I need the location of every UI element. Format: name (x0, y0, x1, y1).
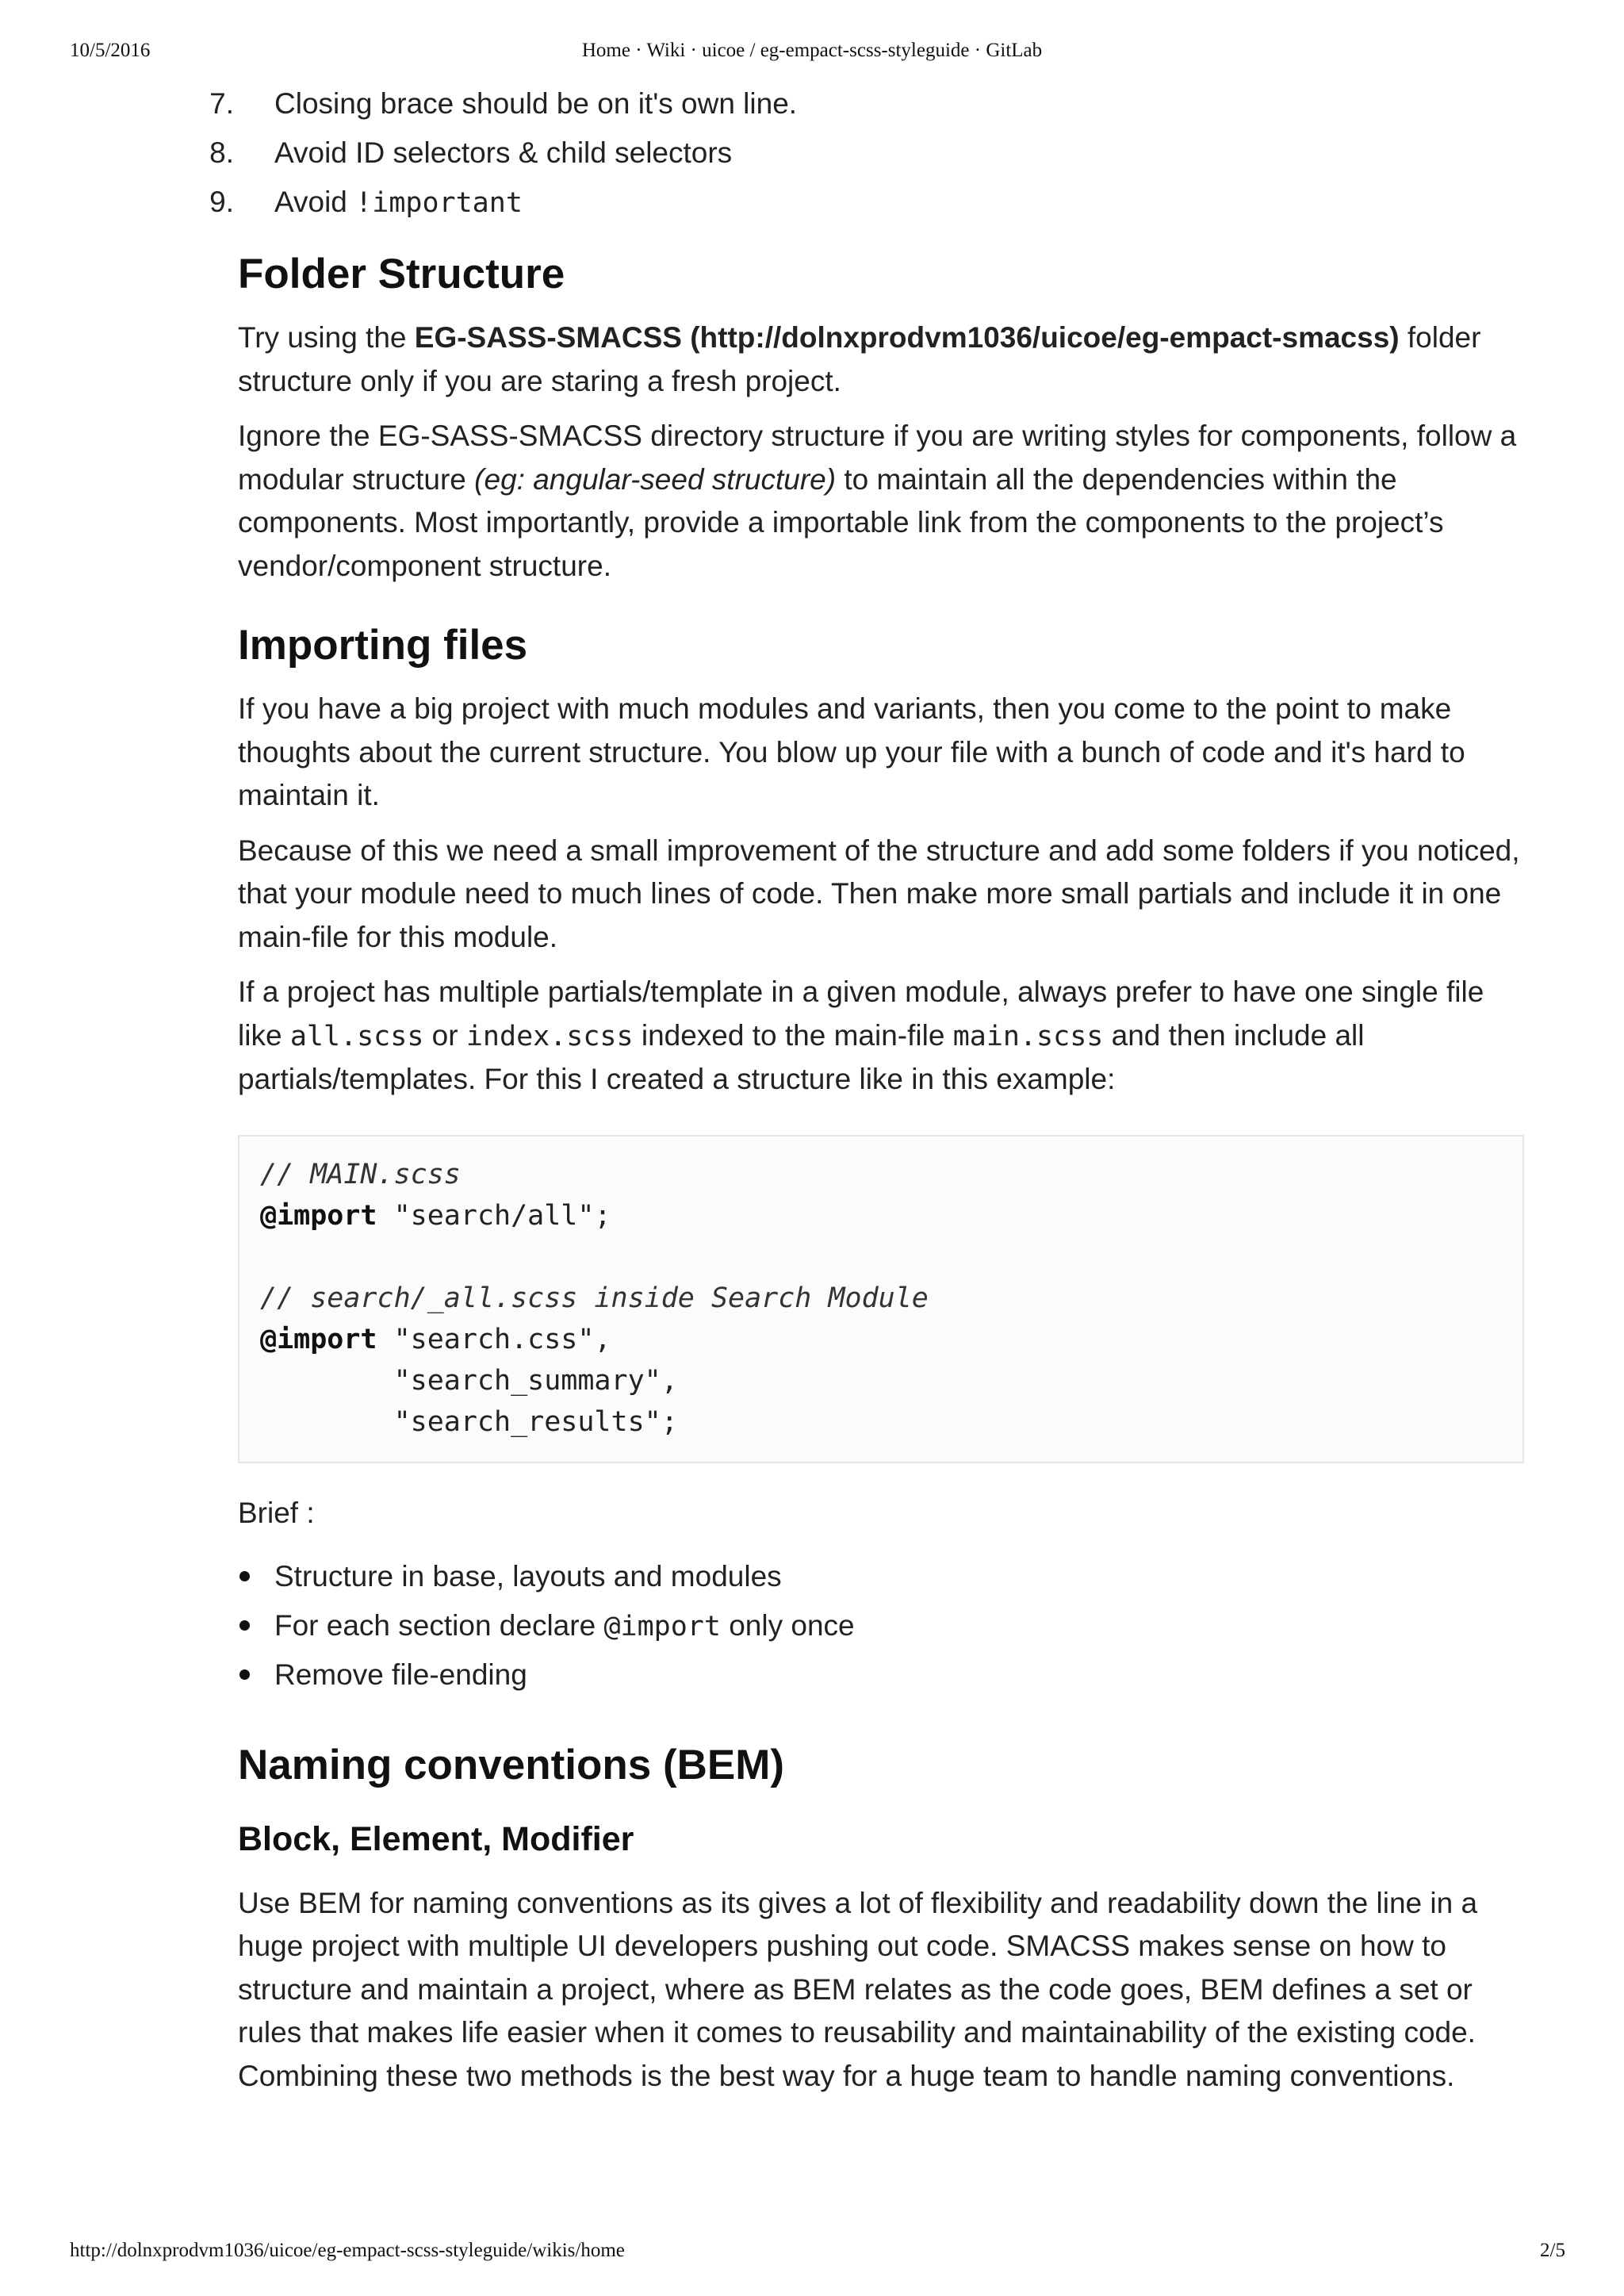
naming-conventions-section (238, 1738, 1522, 2099)
inline-code: all.scss (289, 1020, 424, 1052)
list-item (238, 1552, 1522, 1601)
list-text: Structure in base, layouts and modules (274, 1559, 782, 1593)
bullet-icon (239, 1669, 250, 1680)
list-item (238, 1601, 1522, 1650)
rules-list (209, 79, 1522, 227)
list-item (209, 128, 1522, 178)
code-comment: // MAIN.scss (260, 1158, 461, 1190)
text-run: or (423, 1018, 466, 1052)
italic-note: (eg: angular-seed structure) (474, 462, 837, 496)
list-text (238, 178, 523, 228)
list-item (238, 1650, 1522, 1700)
paragraph: Because of this we need a small improvement of the structure and add some folders if you noticed, that your module need to much lines of code. Then make more small partials and include it in one main-file for this module. (238, 834, 1520, 953)
bullet-icon (239, 1571, 250, 1581)
text-run: If a project has multiple partials/template in a given module, always prefer to have one single file like (238, 976, 1484, 1052)
code-text: "search.css", (377, 1323, 611, 1355)
code-block (238, 1135, 1524, 1463)
list-number: 8. (209, 136, 234, 169)
list-text-prefix: Avoid (274, 186, 356, 218)
print-footer (0, 2240, 1624, 2267)
brief-label: Brief : (238, 1496, 315, 1529)
code-keyword: @import (260, 1323, 377, 1355)
importing-files-section (238, 618, 1522, 1700)
list-text: Closing brace should be on it's own line. (274, 87, 798, 120)
folder-structure-section (238, 247, 1522, 588)
list-item (209, 178, 1522, 227)
wiki-content (209, 79, 1522, 2098)
text-run: Ignore the EG-SASS-SMACSS directory structure if you are writing styles for components, follow a modular structure (238, 420, 1517, 496)
list-number: 9. (209, 186, 234, 218)
code-keyword: @import (260, 1199, 377, 1232)
text-run: Try using the (238, 321, 415, 354)
list-text: Avoid ID selectors & child selectors (274, 136, 733, 169)
inline-code: !important (355, 187, 523, 219)
inline-code: index.scss (465, 1020, 634, 1052)
print-header (0, 40, 1624, 67)
subsection-heading: Block, Element, Modifier (238, 1819, 634, 1858)
paragraph (238, 316, 1522, 403)
text-run: and then include all partials/templates. For this I created a structure like in this example: (238, 1018, 1365, 1095)
brief-list (238, 1552, 1522, 1700)
paragraph: Use BEM for naming conventions as its gives a lot of flexibility and readability down the line in a huge project with multiple UI developers pushing out code. SMACSS makes sense on how to structure and maintain a project, where as BEM relates as the code goes, BEM defines a set or rules that makes life easier when it comes to reusability and maintainability of the existing code. Combining these two methods is the best way for a huge team to handle naming conventions. (238, 1886, 1478, 2092)
smacss-link[interactable]: EG-SASS-SMACSS (http://dolnxprodvm1036/uicoe/eg-empact-smacss) (414, 321, 1400, 354)
code-text: "search_results"; (260, 1405, 678, 1438)
code-content (260, 1154, 1502, 1443)
print-url: http://dolnxprodvm1036/uicoe/eg-empact-scss-styleguide/wikis/home (70, 2240, 625, 2261)
paragraph (238, 971, 1522, 1102)
code-comment: // search/_all.scss inside Search Module (260, 1282, 929, 1314)
list-text: For each section declare (274, 1608, 604, 1642)
paragraph: If you have a big project with much modules and variants, then you come to the point to make thoughts about the current structure. You blow up your file with a bunch of code and it's hard to maintain it. (238, 692, 1465, 811)
section-heading: Importing files (238, 622, 528, 669)
print-page-number: 2/5 (1540, 2240, 1565, 2261)
inline-code: main.scss (952, 1020, 1104, 1052)
text-run: folder structure only if you are staring a fresh project. (238, 321, 1481, 397)
list-text: Remove file-ending (274, 1658, 527, 1691)
print-page-title: Home · Wiki · uicoe / eg-empact-scss-styleguide · GitLab (581, 40, 1043, 61)
code-text: "search/all"; (377, 1199, 611, 1232)
section-heading: Naming conventions (BEM) (238, 1741, 785, 1788)
bullet-icon (239, 1620, 250, 1631)
section-heading: Folder Structure (238, 251, 565, 297)
text-run: to maintain all the dependencies within the components. Most importantly, provide a importable link from the components to the project’s vendor/component structure. (238, 462, 1444, 582)
list-text: only once (720, 1608, 855, 1642)
inline-code: @import (603, 1610, 721, 1642)
list-item (209, 79, 1522, 128)
list-number: 7. (209, 87, 234, 120)
code-text: "search_summary", (260, 1364, 678, 1397)
paragraph (238, 415, 1522, 588)
text-run: indexed to the main-file (633, 1018, 953, 1052)
print-date: 10/5/2016 (70, 40, 151, 61)
